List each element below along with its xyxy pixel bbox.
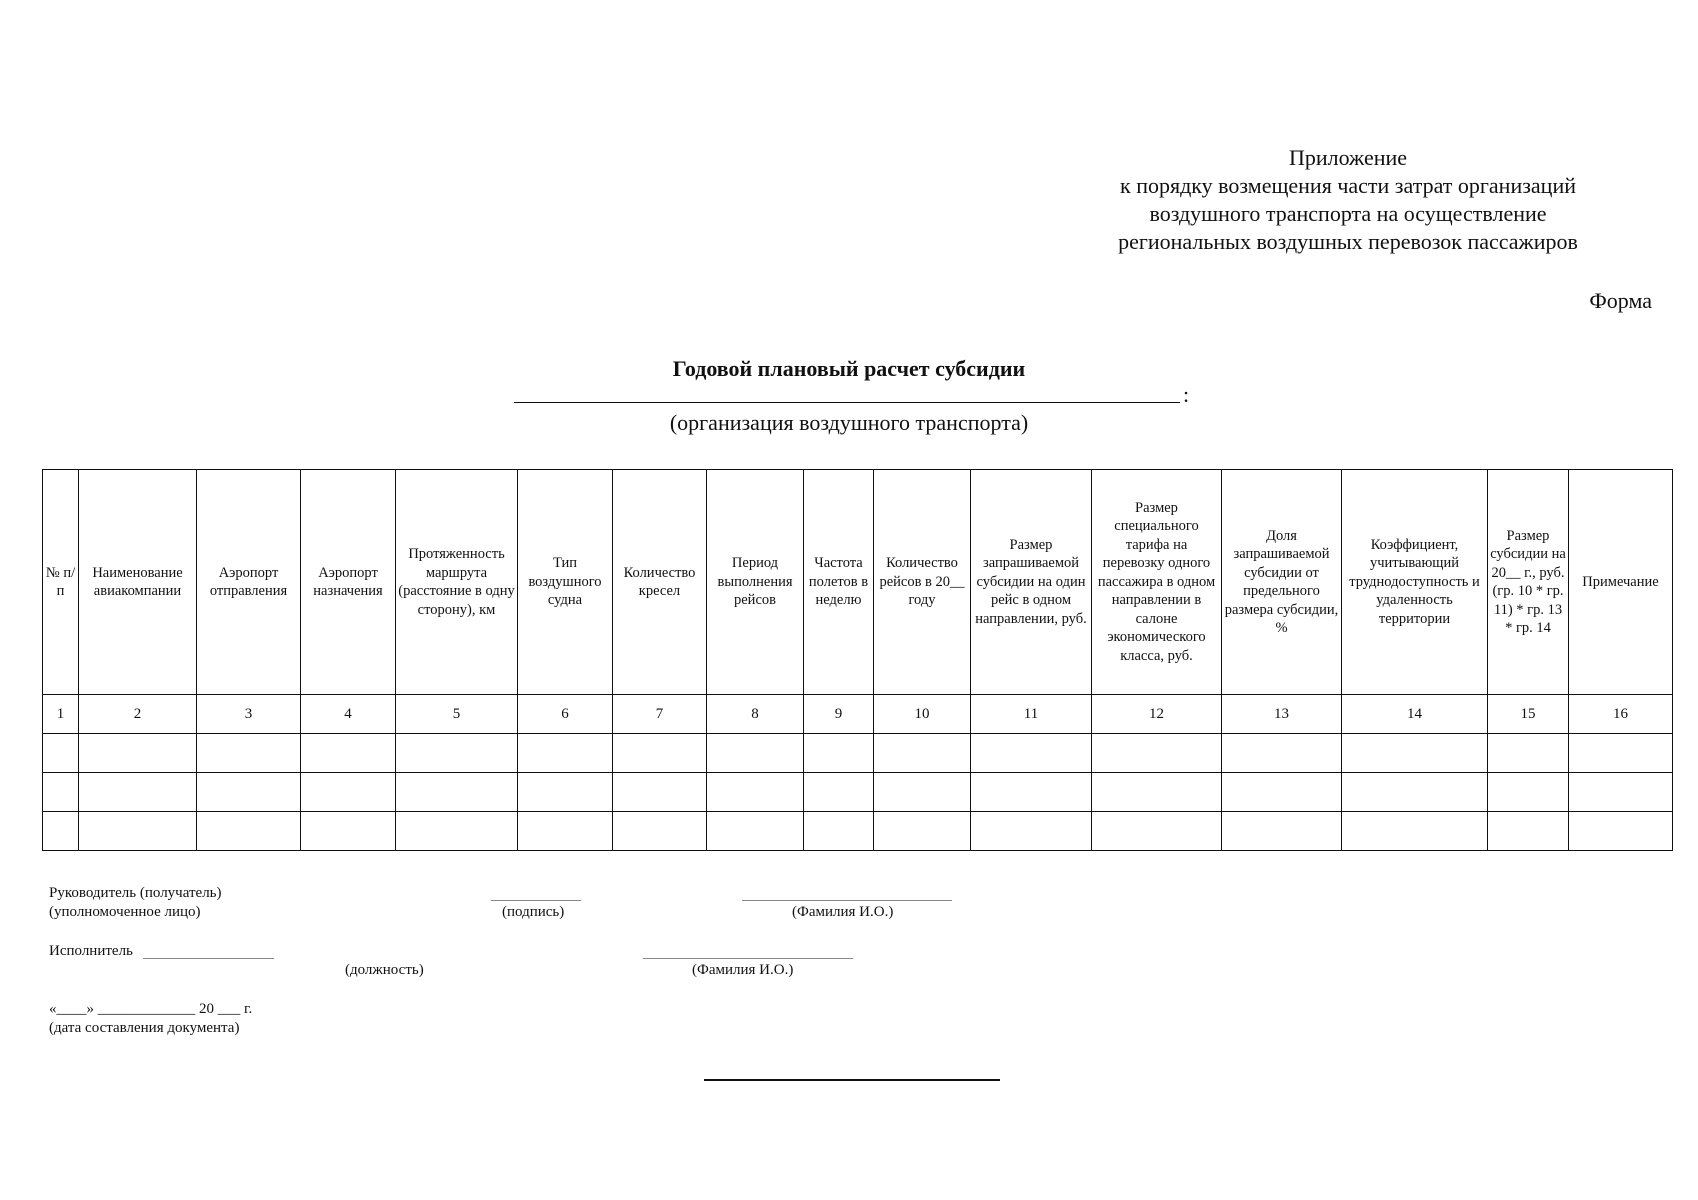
header-cell: Количество рейсов в 20__ году: [874, 470, 971, 695]
table-cell[interactable]: [518, 773, 613, 812]
appendix-line: Приложение: [1288, 145, 1408, 170]
executor-name-line[interactable]: [643, 958, 853, 959]
appendix-header: [1060, 144, 1636, 256]
table-cell[interactable]: [874, 773, 971, 812]
header-cell: Коэффициент, учитывающий труднодоступность и удаленность территории: [1342, 470, 1488, 695]
table-cell[interactable]: [804, 734, 874, 773]
header-cell: Размер запрашиваемой субсидии на один рейс в одном направлении, руб.: [971, 470, 1092, 695]
column-number-cell: 16: [1569, 695, 1673, 734]
appendix-line: к порядку возмещения части затрат организаций: [1120, 173, 1576, 198]
organization-colon: :: [1183, 382, 1190, 407]
header-cell: Размер субсидии на 20__ г., руб. (гр. 10 * гр. 11) * гр. 13 * гр. 14: [1488, 470, 1569, 695]
document-title: Годовой плановый расчет субсидии: [672, 356, 1026, 381]
signature-caption: (подпись): [502, 904, 565, 920]
header-cell: Аэропорт назначения: [301, 470, 396, 695]
table-cell[interactable]: [79, 734, 197, 773]
table-cell[interactable]: [43, 812, 79, 851]
subsidy-table: [42, 469, 1673, 851]
table-cell[interactable]: [43, 734, 79, 773]
table-cell[interactable]: [707, 773, 804, 812]
table-cell[interactable]: [301, 734, 396, 773]
table-cell[interactable]: [1488, 812, 1569, 851]
table-cell[interactable]: [79, 812, 197, 851]
header-cell: Доля запрашиваемой субсидии от предельного размера субсидии, %: [1222, 470, 1342, 695]
table-cell[interactable]: [1092, 812, 1222, 851]
table-cell[interactable]: [804, 773, 874, 812]
column-number-cell: 4: [301, 695, 396, 734]
header-cell: Аэропорт отправления: [197, 470, 301, 695]
table-cell[interactable]: [1569, 734, 1673, 773]
column-number-cell: 2: [79, 695, 197, 734]
table-row: [43, 773, 1673, 812]
header-cell: Протяженность маршрута (расстояние в одну сторону), км: [396, 470, 518, 695]
table-cell[interactable]: [874, 734, 971, 773]
header-cell: Примечание: [1569, 470, 1673, 695]
column-number-cell: 1: [43, 695, 79, 734]
table-cell[interactable]: [43, 773, 79, 812]
executor-label: Исполнитель: [49, 943, 133, 959]
table-cell[interactable]: [1342, 812, 1488, 851]
table-cell[interactable]: [1092, 773, 1222, 812]
header-cell: № п/п: [43, 470, 79, 695]
table-cell[interactable]: [971, 734, 1092, 773]
head-label: Руководитель (получатель): [49, 885, 222, 901]
table-cell[interactable]: [518, 812, 613, 851]
table-cell[interactable]: [707, 812, 804, 851]
table-cell[interactable]: [1488, 734, 1569, 773]
column-number-cell: 11: [971, 695, 1092, 734]
table-cell[interactable]: [1222, 812, 1342, 851]
column-number-row: [43, 695, 1673, 734]
table-cell[interactable]: [804, 812, 874, 851]
table-cell[interactable]: [396, 734, 518, 773]
header-cell: Размер специального тарифа на перевозку одного пассажира в одном направлении в салоне экономического класса, руб.: [1092, 470, 1222, 695]
table-row: [43, 734, 1673, 773]
organization-fill-line[interactable]: [514, 402, 1180, 403]
table-cell[interactable]: [396, 812, 518, 851]
form-label: Форма: [1589, 288, 1652, 313]
header-row: [43, 470, 1673, 695]
head-name-line[interactable]: [742, 900, 952, 901]
table-cell[interactable]: [613, 773, 707, 812]
column-number-cell: 15: [1488, 695, 1569, 734]
table-cell[interactable]: [1342, 734, 1488, 773]
date-line[interactable]: «____» _____________ 20 ___ г.: [49, 1001, 253, 1017]
table-cell[interactable]: [1488, 773, 1569, 812]
table-cell[interactable]: [971, 812, 1092, 851]
table-cell[interactable]: [1222, 734, 1342, 773]
header-cell: Тип воздушного судна: [518, 470, 613, 695]
column-number-cell: 8: [707, 695, 804, 734]
table-cell[interactable]: [707, 734, 804, 773]
position-caption: (должность): [345, 962, 424, 978]
column-number-cell: 5: [396, 695, 518, 734]
appendix-line: воздушного транспорта на осуществление: [1149, 201, 1547, 226]
signature-line[interactable]: [491, 900, 581, 901]
column-number-cell: 13: [1222, 695, 1342, 734]
table-cell[interactable]: [1569, 812, 1673, 851]
table-cell[interactable]: [613, 812, 707, 851]
column-number-cell: 6: [518, 695, 613, 734]
table-cell[interactable]: [197, 773, 301, 812]
header-cell: Период выполнения рейсов: [707, 470, 804, 695]
column-number-cell: 10: [874, 695, 971, 734]
executor-position-line[interactable]: [143, 958, 274, 959]
date-caption: (дата составления документа): [49, 1020, 240, 1036]
table-cell[interactable]: [874, 812, 971, 851]
column-number-cell: 9: [804, 695, 874, 734]
appendix-line: региональных воздушных перевозок пассажиров: [1118, 229, 1578, 254]
table-cell[interactable]: [1342, 773, 1488, 812]
column-number-cell: 14: [1342, 695, 1488, 734]
table-row: [43, 812, 1673, 851]
header-cell: Количество кресел: [613, 470, 707, 695]
table-cell[interactable]: [613, 734, 707, 773]
column-number-cell: 3: [197, 695, 301, 734]
column-number-cell: 7: [613, 695, 707, 734]
header-cell: Наименование авиакомпании: [79, 470, 197, 695]
table-cell[interactable]: [1092, 734, 1222, 773]
column-number-cell: 12: [1092, 695, 1222, 734]
head-sublabel: (уполномоченное лицо): [49, 904, 201, 920]
table-cell[interactable]: [1569, 773, 1673, 812]
organization-caption: (организация воздушного транспорта): [669, 410, 1029, 435]
header-cell: Частота полетов в неделю: [804, 470, 874, 695]
table-cell[interactable]: [197, 734, 301, 773]
table-cell[interactable]: [197, 812, 301, 851]
table-cell[interactable]: [396, 773, 518, 812]
bottom-divider: [704, 1079, 1000, 1081]
table-cell[interactable]: [1222, 773, 1342, 812]
executor-name-caption: (Фамилия И.О.): [692, 962, 794, 978]
table-cell[interactable]: [518, 734, 613, 773]
head-name-caption: (Фамилия И.О.): [792, 904, 894, 920]
table-cell[interactable]: [971, 773, 1092, 812]
table-cell[interactable]: [301, 812, 396, 851]
table-cell[interactable]: [79, 773, 197, 812]
table-cell[interactable]: [301, 773, 396, 812]
